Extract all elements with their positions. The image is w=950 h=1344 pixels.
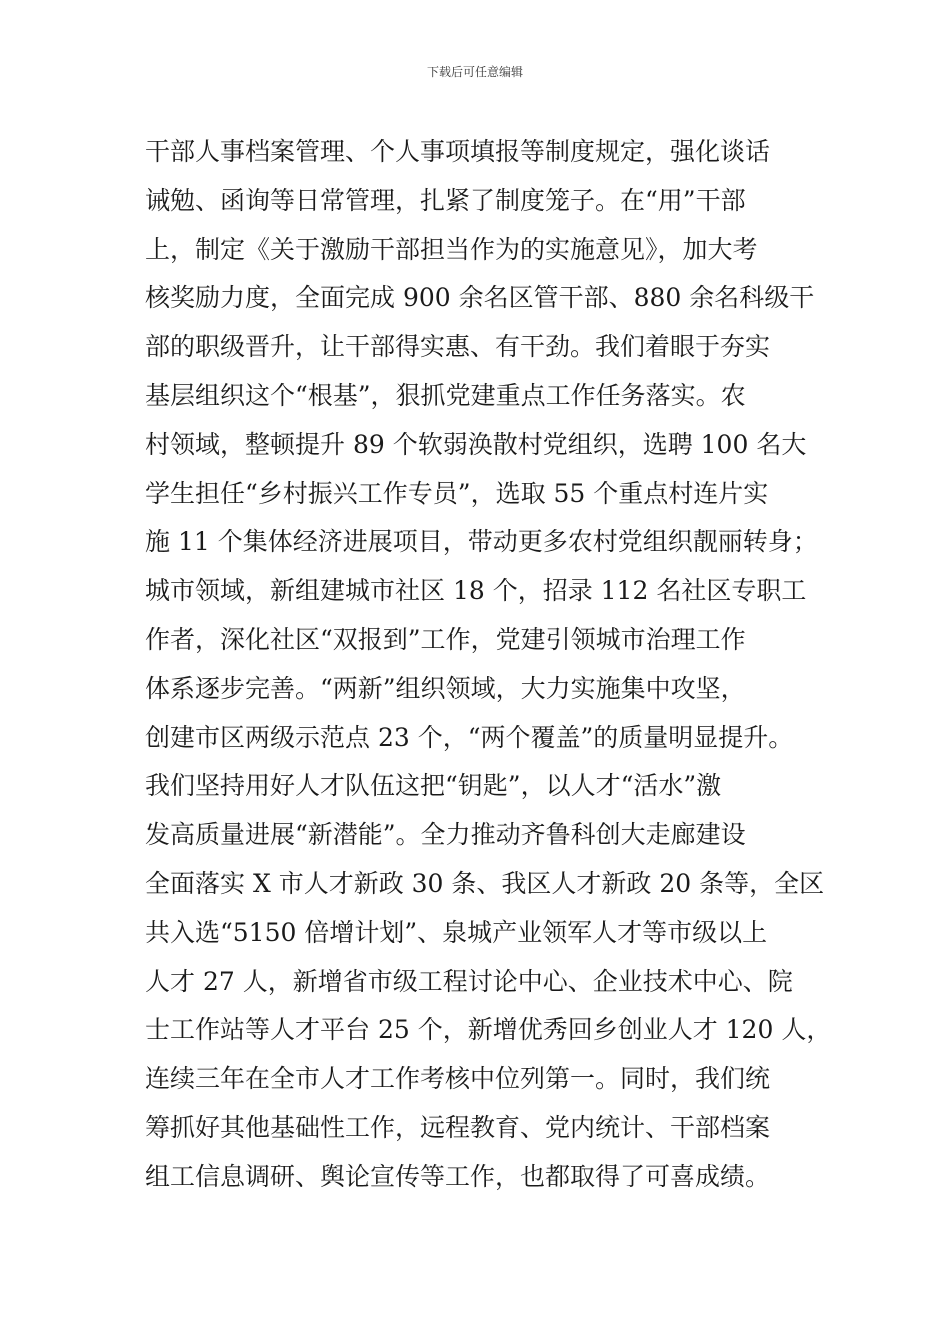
text-line: 筹抓好其他基础性工作，远程教育、党内统计、干部档案 (145, 1112, 771, 1142)
text-line: 干部人事档案管理、个人事项填报等制度规定，强化谈话 (145, 137, 771, 166)
text-line: 连续三年在全市人才工作考核中位列第一。同时，我们统 (145, 1064, 771, 1094)
text-line: 创建市区两级示范点 23 个，“两个覆盖”的质量明显提升。 (145, 722, 794, 752)
text-line: 村领域，整顿提升 89 个软弱涣散村党组织，选聘 100 名大 (145, 429, 807, 459)
text-line: 组工信息调研、舆论宣传等工作，也都取得了可喜成绩。 (145, 1161, 771, 1191)
page-header-note: 下载后可任意编辑 (426, 65, 523, 79)
text-line: 城市领域，新组建城市社区 18 个，招录 112 名社区专职工 (145, 576, 807, 606)
text-line: 上，制定《关于激励干部担当作为的实施意见》，加大考 (145, 234, 758, 264)
text-line: 体系逐步完善。“两新”组织领域，大力实施集中攻坚， (145, 673, 746, 703)
text-line: 基层组织这个“根基”，狠抓党建重点工作任务落实。农 (145, 380, 746, 410)
text-line: 人才 27 人，新增省市级工程讨论中心、企业技术中心、院 (145, 966, 793, 996)
text-line: 士工作站等人才平台 25 个，新增优秀回乡创业人才 120 人， (145, 1015, 832, 1045)
text-line: 核奖励力度，全面完成 900 余名区管干部、880 余名科级干 (145, 283, 815, 313)
text-line: 部的职级晋升，让干部得实惠、有干劲。我们着眼于夯实 (145, 332, 771, 362)
text-line: 学生担任“乡村振兴工作专员”，选取 55 个重点村连片实 (145, 478, 769, 508)
text-line: 共入选“5150 倍增计划”、泉城产业领军人才等市级以上 (145, 917, 768, 947)
text-line: 发高质量进展“新潜能”。全力推动齐鲁科创大走廊建设 (145, 820, 746, 850)
text-line: 诫勉、函询等日常管理，扎紧了制度笼子。在“用”干部 (145, 185, 746, 215)
text-line: 全面落实 X 市人才新政 30 条、我区人才新政 20 条等，全区 (145, 868, 825, 898)
text-line: 我们坚持用好人才队伍这把“钥匙”，以人才“活水”激 (145, 771, 722, 801)
text-line: 作者，深化社区“双报到”工作，党建引领城市治理工作 (145, 624, 746, 654)
text-line: 施 11 个集体经济进展项目，带动更多农村党组织靓丽转身； (145, 527, 818, 557)
body-text (145, 128, 832, 1202)
